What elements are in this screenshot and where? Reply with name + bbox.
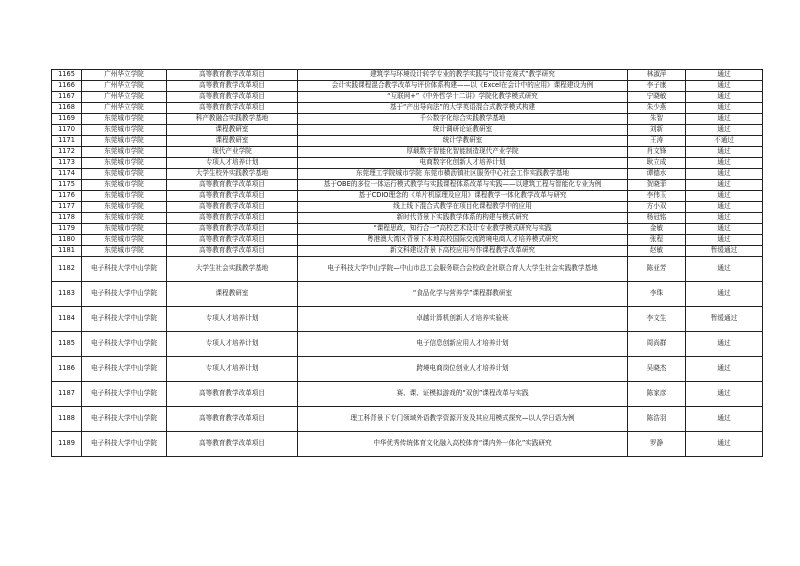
person-cell: 吴晓杰: [628, 357, 686, 382]
row-number-cell: 1189: [52, 432, 82, 457]
project-title-cell: 东莞理工学院城市学院 东莞市横沥镇社区服务中心社会工作实践教学基地: [298, 169, 628, 180]
row-number-cell: 1181: [52, 246, 82, 257]
result-cell: 通过: [686, 70, 763, 81]
table-row: [52, 158, 763, 169]
project-title-cell: 电商数字化创新人才培养计划: [298, 158, 628, 169]
school-cell: 电子科技大学中山学院: [82, 432, 167, 457]
school-cell: 东莞城市学院: [82, 169, 167, 180]
result-cell: 通过: [686, 180, 763, 191]
project-title-cell: 线上线下混合式教学在项目化课程教学中的应用: [298, 202, 628, 213]
row-number-cell: 1176: [52, 191, 82, 202]
project-title-cell: 粤港澳大湾区背景下本地高校国际交流跨境电商人才培养模式研究: [298, 235, 628, 246]
category-cell: 专项人才培养计划: [167, 158, 298, 169]
result-cell: 通过: [686, 103, 763, 114]
table-row: [52, 332, 763, 357]
school-cell: 电子科技大学中山学院: [82, 357, 167, 382]
school-cell: 电子科技大学中山学院: [82, 257, 167, 282]
category-cell: 课程教研室: [167, 125, 298, 136]
row-number-cell: 1177: [52, 202, 82, 213]
category-cell: 高等教育教学改革项目: [167, 92, 298, 103]
category-cell: 高等教育教学改革项目: [167, 432, 298, 457]
result-cell: 通过: [686, 191, 763, 202]
table-row: [52, 169, 763, 180]
table-row: [52, 407, 763, 432]
row-number-cell: 1182: [52, 257, 82, 282]
category-cell: 专项人才培养计划: [167, 307, 298, 332]
person-cell: 刘新: [628, 125, 686, 136]
person-cell: 张程: [628, 235, 686, 246]
category-cell: 课程教研室: [167, 136, 298, 147]
table-row: [52, 114, 763, 125]
person-cell: 朱少燕: [628, 103, 686, 114]
project-title-cell: 新文科建设背景下高校应用写作课程教学改革研究: [298, 246, 628, 257]
result-cell: 通过: [686, 213, 763, 224]
results-table: [51, 69, 763, 457]
result-cell: 通过: [686, 235, 763, 246]
result-cell: 通过: [686, 282, 763, 307]
person-cell: 陈浩羽: [628, 407, 686, 432]
category-cell: 现代产业学院: [167, 147, 298, 158]
project-title-cell: 理工科背景下专门领域外语教学资源开发及其应用模式探究—以人学日语为例: [298, 407, 628, 432]
result-cell: 通过: [686, 257, 763, 282]
result-cell: 通过: [686, 125, 763, 136]
person-cell: 谭德水: [628, 169, 686, 180]
person-cell: 李文生: [628, 307, 686, 332]
category-cell: 高等教育教学改革项目: [167, 191, 298, 202]
row-number-cell: 1187: [52, 382, 82, 407]
school-cell: 东莞城市学院: [82, 147, 167, 158]
result-cell: 通过: [686, 407, 763, 432]
project-title-cell: “课程思政，知行合一”高校艺术设计专业教学模式研究与实践: [298, 224, 628, 235]
person-cell: 杨冠铭: [628, 213, 686, 224]
project-title-cell: 厚载数字智能化智能制造现代产业学院: [298, 147, 628, 158]
category-cell: 大学生校外实践教学基地: [167, 169, 298, 180]
category-cell: 高等教育教学改革项目: [167, 235, 298, 246]
row-number-cell: 1174: [52, 169, 82, 180]
person-cell: 朱智: [628, 114, 686, 125]
category-cell: 高等教育教学改革项目: [167, 246, 298, 257]
result-cell: 暂缓通过: [686, 246, 763, 257]
person-cell: 陈家彦: [628, 382, 686, 407]
person-cell: 林淑萍: [628, 70, 686, 81]
school-cell: 电子科技大学中山学院: [82, 332, 167, 357]
person-cell: 李伟玉: [628, 191, 686, 202]
table-row: [52, 307, 763, 332]
person-cell: 方小双: [628, 202, 686, 213]
row-number-cell: 1183: [52, 282, 82, 307]
project-title-cell: 中华优秀传统体育文化融入高校体育“课内外一体化”实践研究: [298, 432, 628, 457]
category-cell: 高等教育教学改革项目: [167, 202, 298, 213]
row-number-cell: 1173: [52, 158, 82, 169]
category-cell: 高等教育教学改革项目: [167, 70, 298, 81]
result-cell: 通过: [686, 81, 763, 92]
school-cell: 电子科技大学中山学院: [82, 407, 167, 432]
table-row: [52, 125, 763, 136]
table-row: [52, 282, 763, 307]
person-cell: 肖文锋: [628, 147, 686, 158]
project-title-cell: 建筑学与环境设计转学专业的教学实践与“设计竞赛式”教学研究: [298, 70, 628, 81]
person-cell: 李珠: [628, 282, 686, 307]
row-number-cell: 1186: [52, 357, 82, 382]
project-title-cell: 跨境电商岗位创业人才培养计划: [298, 357, 628, 382]
school-cell: 东莞城市学院: [82, 224, 167, 235]
result-cell: 通过: [686, 202, 763, 213]
row-number-cell: 1188: [52, 407, 82, 432]
school-cell: 东莞城市学院: [82, 235, 167, 246]
category-cell: 高等教育教学改革项目: [167, 81, 298, 92]
table-row: [52, 92, 763, 103]
school-cell: 广州华立学院: [82, 92, 167, 103]
table-row: [52, 224, 763, 235]
row-number-cell: 1170: [52, 125, 82, 136]
category-cell: 科产教融合实践教学基地: [167, 114, 298, 125]
school-cell: 东莞城市学院: [82, 125, 167, 136]
school-cell: 东莞城市学院: [82, 191, 167, 202]
person-cell: 赵敏: [628, 246, 686, 257]
category-cell: 课程教研室: [167, 282, 298, 307]
school-cell: 东莞城市学院: [82, 213, 167, 224]
table-row: [52, 70, 763, 81]
school-cell: 东莞城市学院: [82, 202, 167, 213]
row-number-cell: 1179: [52, 224, 82, 235]
category-cell: 大学生社会实践教学基地: [167, 257, 298, 282]
result-cell: 不通过: [686, 136, 763, 147]
person-cell: 李子康: [628, 81, 686, 92]
table-row: [52, 191, 763, 202]
person-cell: 耿立成: [628, 158, 686, 169]
project-title-cell: 基于OBE的多位一体运行模式教学与实践课程体系改革与实践——以建筑工程与智能化专业为例: [298, 180, 628, 191]
person-cell: 王涛: [628, 136, 686, 147]
person-cell: 周尚群: [628, 332, 686, 357]
result-cell: 通过: [686, 224, 763, 235]
project-title-cell: “互联网+”《中外哲学十二讲》学院化教学模式研究: [298, 92, 628, 103]
project-title-cell: 统计学教研室: [298, 136, 628, 147]
person-cell: 陈亚芳: [628, 257, 686, 282]
school-cell: 广州华立学院: [82, 103, 167, 114]
category-cell: 高等教育教学改革项目: [167, 224, 298, 235]
table-row: [52, 136, 763, 147]
row-number-cell: 1168: [52, 103, 82, 114]
project-title-cell: 基于CDIO理念的《单片机原理及应用》课程教学一体化教学改革与研究: [298, 191, 628, 202]
school-cell: 广州华立学院: [82, 70, 167, 81]
category-cell: 高等教育教学改革项目: [167, 213, 298, 224]
project-title-cell: 赛、课、证模拟游戏的“双创”课程改革与实践: [298, 382, 628, 407]
table-row: [52, 246, 763, 257]
result-cell: 通过: [686, 432, 763, 457]
project-title-cell: 电子科技大学中山学院—中山市总工会服务联合会校政企社联合育人大学生社会实践教学基地: [298, 257, 628, 282]
project-title-cell: 千公数字化综合实践教学基地: [298, 114, 628, 125]
table-row: [52, 213, 763, 224]
school-cell: 电子科技大学中山学院: [82, 382, 167, 407]
category-cell: 高等教育教学改革项目: [167, 180, 298, 191]
project-title-cell: 统计调研论证教研室: [298, 125, 628, 136]
category-cell: 专项人才培养计划: [167, 357, 298, 382]
row-number-cell: 1166: [52, 81, 82, 92]
row-number-cell: 1169: [52, 114, 82, 125]
school-cell: 东莞城市学院: [82, 158, 167, 169]
row-number-cell: 1172: [52, 147, 82, 158]
result-cell: 暂缓通过: [686, 307, 763, 332]
project-title-cell: 基于“产出导向法”的大学英语混合式教学模式构建: [298, 103, 628, 114]
person-cell: 贺晓菲: [628, 180, 686, 191]
row-number-cell: 1165: [52, 70, 82, 81]
result-cell: 通过: [686, 147, 763, 158]
result-cell: 通过: [686, 169, 763, 180]
school-cell: 广州华立学院: [82, 81, 167, 92]
row-number-cell: 1178: [52, 213, 82, 224]
table-row: [52, 81, 763, 92]
table-row: [52, 180, 763, 191]
table-row: [52, 382, 763, 407]
project-title-cell: 电子信息创新应用人才培养计划: [298, 332, 628, 357]
school-cell: 电子科技大学中山学院: [82, 307, 167, 332]
person-cell: 宁晓敏: [628, 92, 686, 103]
school-cell: 东莞城市学院: [82, 114, 167, 125]
table-row: [52, 432, 763, 457]
school-cell: 东莞城市学院: [82, 136, 167, 147]
table-row: [52, 257, 763, 282]
school-cell: 东莞城市学院: [82, 180, 167, 191]
result-cell: 通过: [686, 114, 763, 125]
table-row: [52, 235, 763, 246]
row-number-cell: 1171: [52, 136, 82, 147]
school-cell: 东莞城市学院: [82, 246, 167, 257]
school-cell: 电子科技大学中山学院: [82, 282, 167, 307]
result-cell: 通过: [686, 158, 763, 169]
person-cell: 罗静: [628, 432, 686, 457]
table-row: [52, 103, 763, 114]
row-number-cell: 1184: [52, 307, 82, 332]
project-title-cell: 会计实践课程混合教学改革与评价体系构建——以《Excel在会计中的应用》课程建设为例: [298, 81, 628, 92]
table-row: [52, 202, 763, 213]
row-number-cell: 1180: [52, 235, 82, 246]
category-cell: 高等教育教学改革项目: [167, 407, 298, 432]
row-number-cell: 1175: [52, 180, 82, 191]
project-title-cell: 卓越计算机创新人才培养实验班: [298, 307, 628, 332]
row-number-cell: 1167: [52, 92, 82, 103]
result-cell: 通过: [686, 357, 763, 382]
person-cell: 金敏: [628, 224, 686, 235]
row-number-cell: 1185: [52, 332, 82, 357]
result-cell: 通过: [686, 92, 763, 103]
table-row: [52, 357, 763, 382]
table-row: [52, 147, 763, 158]
results-table-body: [52, 70, 763, 457]
result-cell: 通过: [686, 382, 763, 407]
category-cell: 专项人才培养计划: [167, 332, 298, 357]
category-cell: 高等教育教学改革项目: [167, 103, 298, 114]
project-title-cell: “食品化学与营养学”课程群教研室: [298, 282, 628, 307]
project-title-cell: 新时代背景下实践教学体系的构建与模式研究: [298, 213, 628, 224]
result-cell: 通过: [686, 332, 763, 357]
category-cell: 高等教育教学改革项目: [167, 382, 298, 407]
